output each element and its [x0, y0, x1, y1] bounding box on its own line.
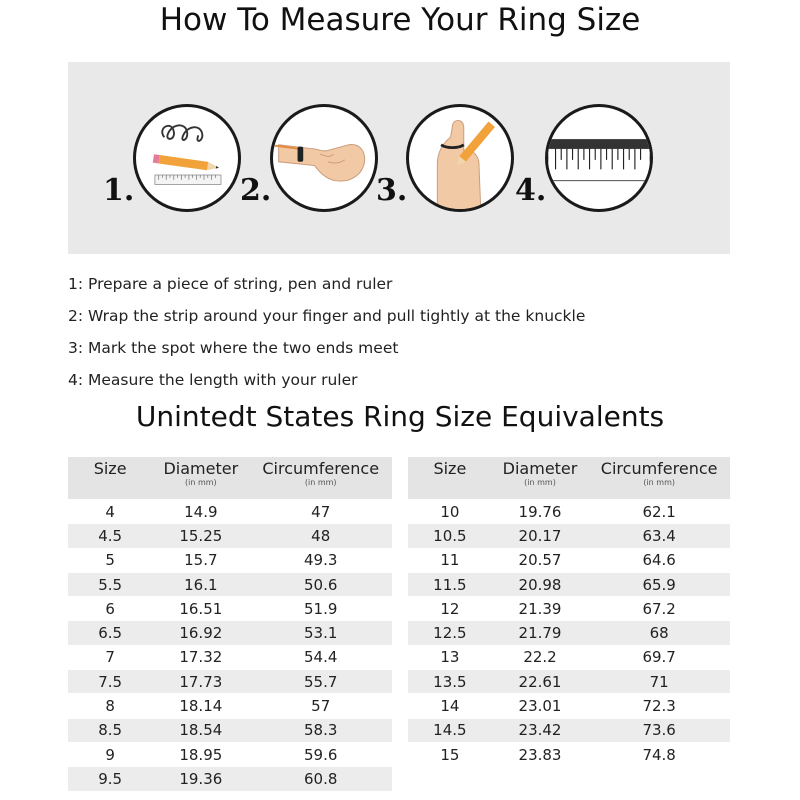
table-row: [408, 670, 730, 694]
step-number: 3.: [376, 173, 408, 208]
step-number: 4.: [515, 173, 547, 208]
table-row: [408, 572, 730, 596]
header-circumference-label: Circumference: [262, 459, 380, 478]
page-title: How To Measure Your Ring Size: [159, 2, 641, 38]
header-circumference-unit: (in mm): [304, 478, 337, 487]
header-size: [408, 457, 492, 500]
table-row: [408, 718, 730, 742]
cell-size: 13.5: [408, 670, 492, 694]
table-row: [68, 742, 392, 766]
table-row: [68, 645, 392, 669]
table-row: [68, 718, 392, 742]
cell-diameter: 15.25: [152, 524, 249, 548]
cell-diameter: 23.42: [492, 718, 589, 742]
instruction-step-3: 3: Mark the spot where the two ends meet: [68, 339, 399, 357]
table-row: [68, 694, 392, 718]
table-row: [68, 548, 392, 572]
header-diameter-label: Diameter: [163, 459, 239, 478]
cell-size: 11: [408, 548, 492, 572]
header-size: [68, 457, 152, 500]
table-title: Unintedt States Ring Size Equivalents: [135, 400, 665, 433]
step-4: [515, 104, 665, 214]
cell-diameter: 21.39: [492, 597, 589, 621]
cell-circumference: 57: [249, 694, 392, 718]
table-row: [68, 621, 392, 645]
cell-size: 5.5: [68, 572, 152, 596]
cell-size: 6: [68, 597, 152, 621]
cell-circumference: 50.6: [249, 572, 392, 596]
cell-diameter: 23.83: [492, 742, 589, 766]
header-circumference: [249, 457, 392, 500]
header-size-label: Size: [93, 459, 127, 478]
cell-circumference: 48: [249, 524, 392, 548]
table-header-row: [68, 457, 392, 500]
cell-circumference: 74.8: [588, 742, 730, 766]
cell-circumference: 62.1: [588, 500, 730, 524]
cell-size: 5: [68, 548, 152, 572]
step-3: [376, 104, 526, 214]
table-row: [68, 572, 392, 596]
step-number: 1.: [103, 173, 135, 208]
cell-diameter: 21.79: [492, 621, 589, 645]
cell-size: 15: [408, 742, 492, 766]
header-circumference-unit: (in mm): [643, 478, 675, 487]
table-row: [68, 670, 392, 694]
header-circumference-label: Circumference: [600, 459, 718, 478]
header-diameter-unit: (in mm): [524, 478, 556, 487]
finger-wrap-icon: [270, 104, 378, 212]
table-row: [68, 767, 392, 791]
cell-size: 4.5: [68, 524, 152, 548]
cell-circumference: 67.2: [588, 597, 730, 621]
header-circumference: [588, 457, 730, 500]
header-size-label: Size: [433, 459, 467, 478]
cell-circumference: 60.8: [249, 767, 392, 791]
cell-size: 10.5: [408, 524, 492, 548]
cell-diameter: 18.14: [152, 694, 249, 718]
table-row: [408, 524, 730, 548]
cell-diameter: 22.61: [492, 670, 589, 694]
mark-spot-icon: [406, 104, 514, 212]
table-row: [408, 742, 730, 766]
cell-diameter: 22.2: [492, 645, 589, 669]
cell-circumference: 71: [588, 670, 730, 694]
ring-size-table-left: [68, 457, 392, 791]
cell-size: 10: [408, 500, 492, 524]
step-2: [240, 104, 390, 214]
instruction-step-4: 4: Measure the length with your ruler: [68, 371, 358, 389]
step-1: [103, 104, 253, 214]
cell-size: 14.5: [408, 718, 492, 742]
table-row: [408, 548, 730, 572]
cell-size: 12: [408, 597, 492, 621]
cell-diameter: 19.36: [152, 767, 249, 791]
cell-size: 4: [68, 500, 152, 524]
cell-diameter: 20.57: [492, 548, 589, 572]
cell-size: 14: [408, 694, 492, 718]
cell-diameter: 20.17: [492, 524, 589, 548]
cell-diameter: 16.92: [152, 621, 249, 645]
instruction-step-1: 1: Prepare a piece of string, pen and ruler: [68, 275, 393, 293]
table-row: [408, 500, 730, 524]
cell-size: 7: [68, 645, 152, 669]
cell-circumference: 59.6: [249, 742, 392, 766]
table-row: [408, 645, 730, 669]
table-row: [68, 500, 392, 524]
cell-diameter: 23.01: [492, 694, 589, 718]
cell-circumference: 69.7: [588, 645, 730, 669]
cell-circumference: 68: [588, 621, 730, 645]
cell-diameter: 18.95: [152, 742, 249, 766]
header-diameter: [152, 457, 249, 500]
cell-circumference: 49.3: [249, 548, 392, 572]
table-row: [68, 524, 392, 548]
table-row: [408, 694, 730, 718]
header-diameter: [492, 457, 589, 500]
cell-circumference: 54.4: [249, 645, 392, 669]
table-body-right: [408, 500, 730, 767]
table-row: [408, 597, 730, 621]
ruler-icon: [545, 104, 653, 212]
cell-size: 9.5: [68, 767, 152, 791]
cell-diameter: 18.54: [152, 718, 249, 742]
cell-diameter: 20.98: [492, 572, 589, 596]
instruction-step-2: 2: Wrap the strip around your finger and pull tightly at the knuckle: [68, 307, 586, 325]
cell-circumference: 63.4: [588, 524, 730, 548]
cell-size: 6.5: [68, 621, 152, 645]
step-number: 2.: [240, 173, 272, 208]
cell-diameter: 17.32: [152, 645, 249, 669]
cell-circumference: 73.6: [588, 718, 730, 742]
cell-size: 12.5: [408, 621, 492, 645]
table-body-left: [68, 500, 392, 791]
cell-circumference: 51.9: [249, 597, 392, 621]
string-pencil-ruler-icon: [133, 104, 241, 212]
ring-size-table-right: [408, 457, 730, 766]
instructions-list: [68, 270, 768, 398]
cell-diameter: 16.1: [152, 572, 249, 596]
header-diameter-unit: (in mm): [184, 478, 217, 487]
cell-size: 11.5: [408, 572, 492, 596]
cell-diameter: 15.7: [152, 548, 249, 572]
table-row: [68, 597, 392, 621]
cell-circumference: 47: [249, 500, 392, 524]
cell-circumference: 58.3: [249, 718, 392, 742]
cell-size: 7.5: [68, 670, 152, 694]
cell-diameter: 19.76: [492, 500, 589, 524]
cell-circumference: 65.9: [588, 572, 730, 596]
cell-size: 8: [68, 694, 152, 718]
cell-size: 13: [408, 645, 492, 669]
cell-circumference: 55.7: [249, 670, 392, 694]
header-diameter-label: Diameter: [502, 459, 578, 478]
cell-circumference: 72.3: [588, 694, 730, 718]
cell-diameter: 14.9: [152, 500, 249, 524]
cell-diameter: 17.73: [152, 670, 249, 694]
cell-diameter: 16.51: [152, 597, 249, 621]
cell-size: 9: [68, 742, 152, 766]
cell-circumference: 64.6: [588, 548, 730, 572]
cell-circumference: 53.1: [249, 621, 392, 645]
cell-size: 8.5: [68, 718, 152, 742]
steps-panel: [68, 62, 730, 254]
table-row: [408, 621, 730, 645]
table-header-row: [408, 457, 730, 500]
